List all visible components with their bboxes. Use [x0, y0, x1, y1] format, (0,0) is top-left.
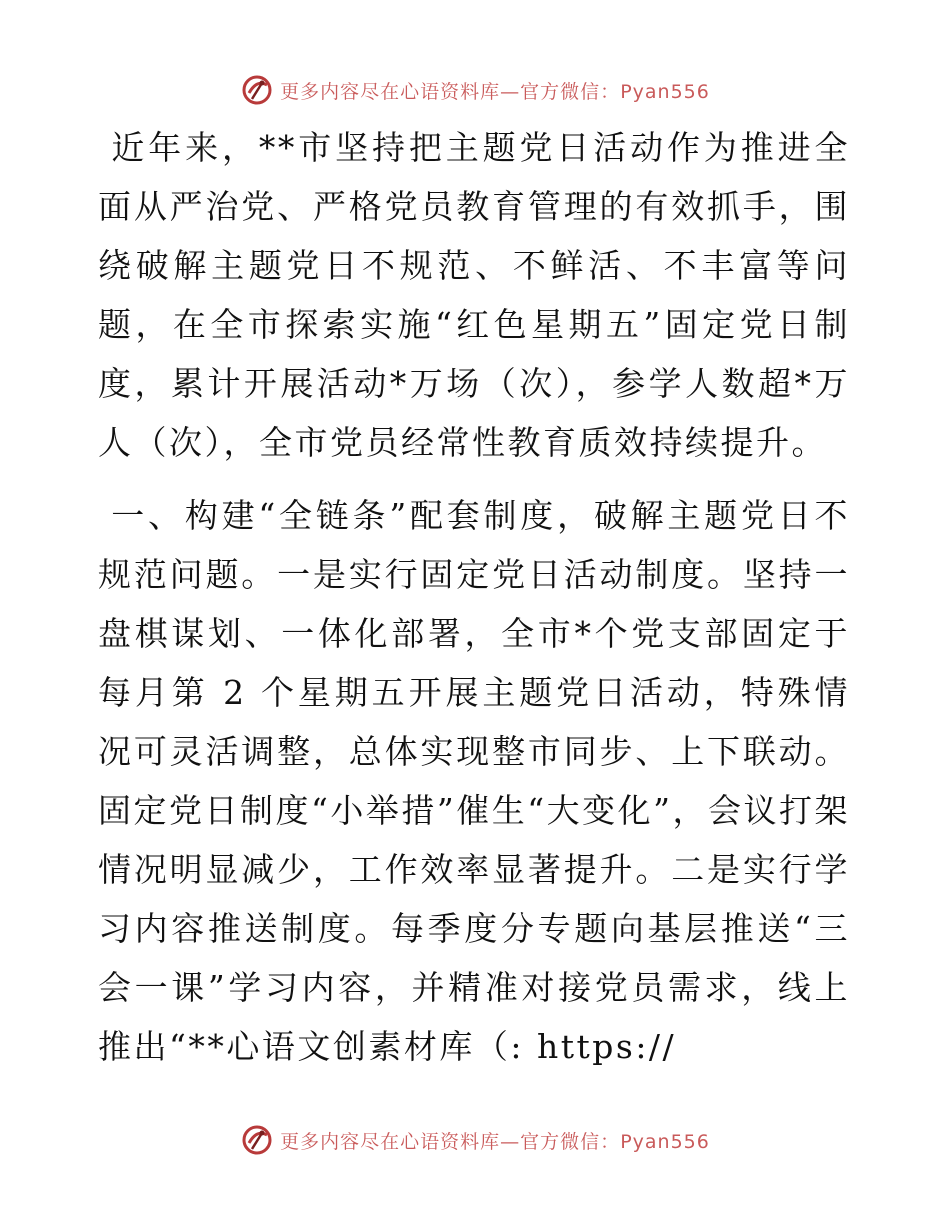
header-banner: [0, 70, 950, 110]
footer-banner-wechat-label: 官方微信：: [520, 1130, 621, 1153]
footer-banner-wechat-id: Pyan556: [620, 1130, 710, 1153]
document-body: [98, 118, 850, 1076]
red-seal-logo-icon: [240, 1123, 274, 1157]
header-banner-main: 更多内容尽在心语资料库: [280, 80, 501, 103]
paragraph-section-one-text: 一、构建“全链条”配套制度，破解主题党日不规范问题。一是实行固定党日活动制度。坚持一盘棋谋划、一体化部署，全市*个党支部固定于每月第 2 个星期五开展主题党日活动，特殊情况可灵活调整，总体实现整市同步、上下联动。固定党日制度“小举措”催生“大变化”，会议打架情况明显减少，工作效率显著提升。二是实行学习内容推送制度。每季度分专题向基层推送“三会一课”学习内容，并精准对接党员需求，线上推出“**心语文创素材库（: https://: [98, 496, 850, 1066]
footer-banner-main: 更多内容尽在心语资料库: [280, 1130, 501, 1153]
header-banner-text: [280, 77, 710, 104]
paragraph-intro: [98, 118, 850, 472]
header-banner-wechat-id: Pyan556: [620, 80, 710, 103]
paragraph-intro-text: 近年来，**市坚持把主题党日活动作为推进全面从严治党、严格党员教育管理的有效抓手，围绕破解主题党日不规范、不鲜活、不丰富等问题，在全市探索实施“红色星期五”固定党日制度，累计开展活动*万场（次），参学人数超*万人（次），全市党员经常性教育质效持续提升。: [98, 128, 850, 462]
header-banner-wechat-label: 官方微信：: [520, 80, 621, 103]
footer-banner: [0, 1120, 950, 1160]
header-banner-separator: —: [500, 80, 521, 103]
footer-banner-separator: —: [500, 1130, 521, 1153]
paragraph-section-one: [98, 486, 850, 1076]
footer-banner-text: [280, 1127, 710, 1154]
red-seal-logo-icon: [240, 73, 274, 107]
